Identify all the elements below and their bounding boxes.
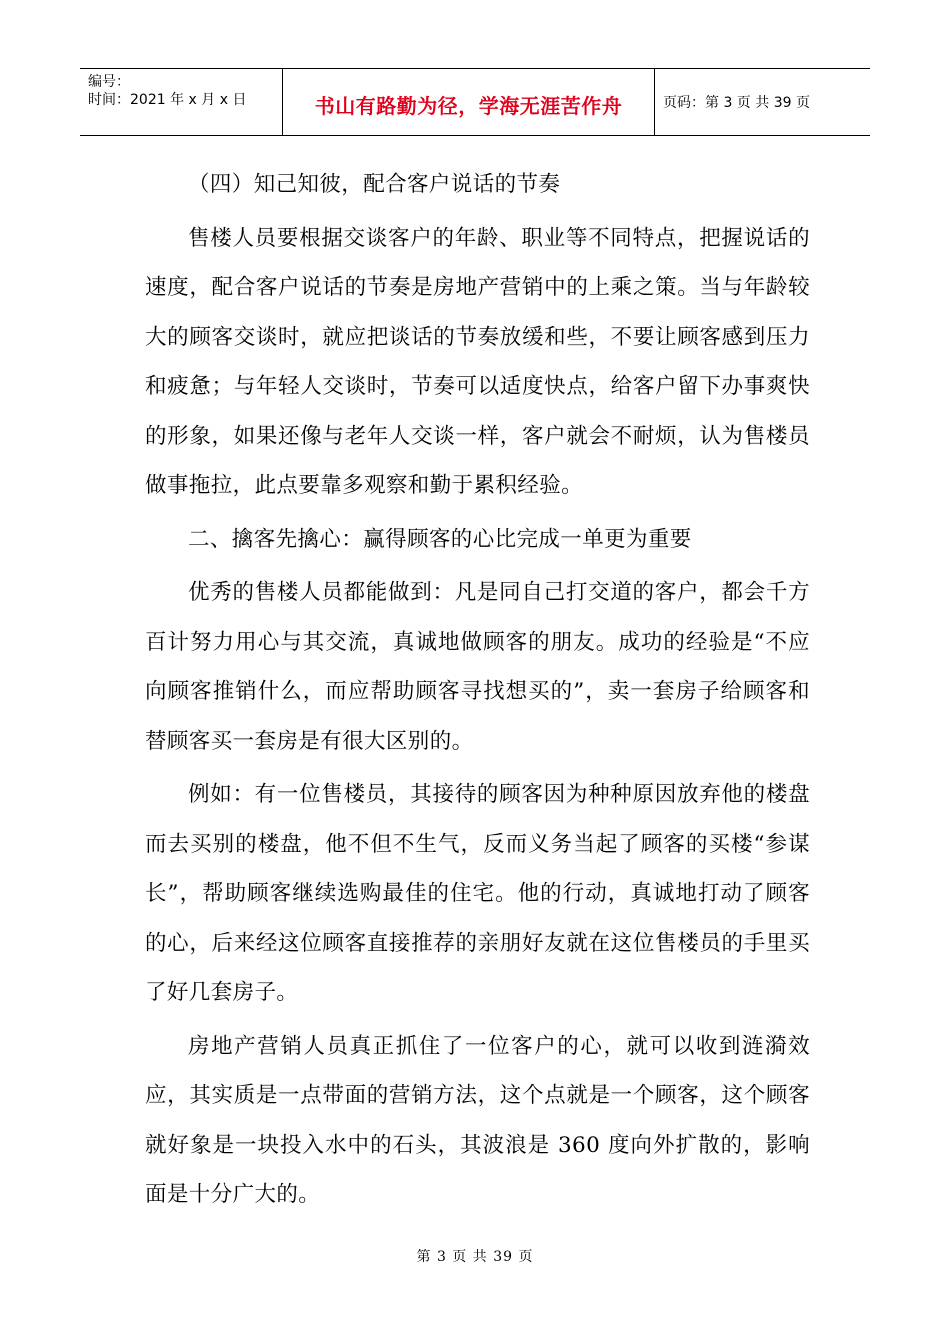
document-header <box>80 68 870 136</box>
body-paragraph: 优秀的售楼人员都能做到：凡是同自己打交道的客户，都会千方百计努力用心与其交流，真诚地做顾客的朋友。成功的经验是“不应向顾客推销什么，而应帮助顾客寻找想买的”，卖一套房子给顾客和替顾客买一套房是有很大区别的。 <box>145 580 810 754</box>
motto-text: 书山有路勤为径，学海无涯苦作舟 <box>314 93 623 118</box>
section-heading: （四）知己知彼，配合客户说话的节奏 <box>188 172 561 197</box>
number-label: 编号： <box>88 74 130 90</box>
body-paragraph: 例如：有一位售楼员，其接待的顾客因为种种原因放弃他的楼盘而去买别的楼盘，他不但不生气，反而义务当起了顾客的买楼“参谋长”，帮助顾客继续选购最佳的住宅。他的行动，真诚地打动了顾客的心，后来经这位顾客直接推荐的亲朋好友就在这位售楼员的手里买了好几套房子。 <box>145 782 810 1005</box>
page-info: 页码：第 3 页 共 39 页 <box>663 95 810 111</box>
time-label: 时间：2021 年 x 月 x 日 <box>88 92 247 108</box>
header-page-cell <box>655 69 870 135</box>
document-body <box>145 160 810 1220</box>
header-motto-cell <box>283 69 655 135</box>
header-meta-cell <box>80 69 283 135</box>
page-footer: 第 3 页 共 39 页 <box>416 1249 534 1265</box>
section-heading: 二、擒客先擒心：赢得顾客的心比完成一单更为重要 <box>188 526 692 552</box>
body-paragraph: 房地产营销人员真正抓住了一位客户的心，就可以收到涟漪效应，其实质是一点带面的营销方法，这个点就是一个顾客，这个顾客就好象是一块投入水中的石头，其波浪是 360 度向外扩散的，影响面是十分广大的。 <box>145 1033 810 1207</box>
body-paragraph: 售楼人员要根据交谈客户的年龄、职业等不同特点，把握说话的速度，配合客户说话的节奏是房地产营销中的上乘之策。当与年龄较大的顾客交谈时，就应把谈话的节奏放缓和些，不要让顾客感到压力和疲惫；与年轻人交谈时，节奏可以适度快点，给客户留下办事爽快的形象，如果还像与老年人交谈一样，客户就会不耐烦，认为售楼员做事拖拉，此点要靠多观察和勤于累积经验。 <box>145 225 810 498</box>
